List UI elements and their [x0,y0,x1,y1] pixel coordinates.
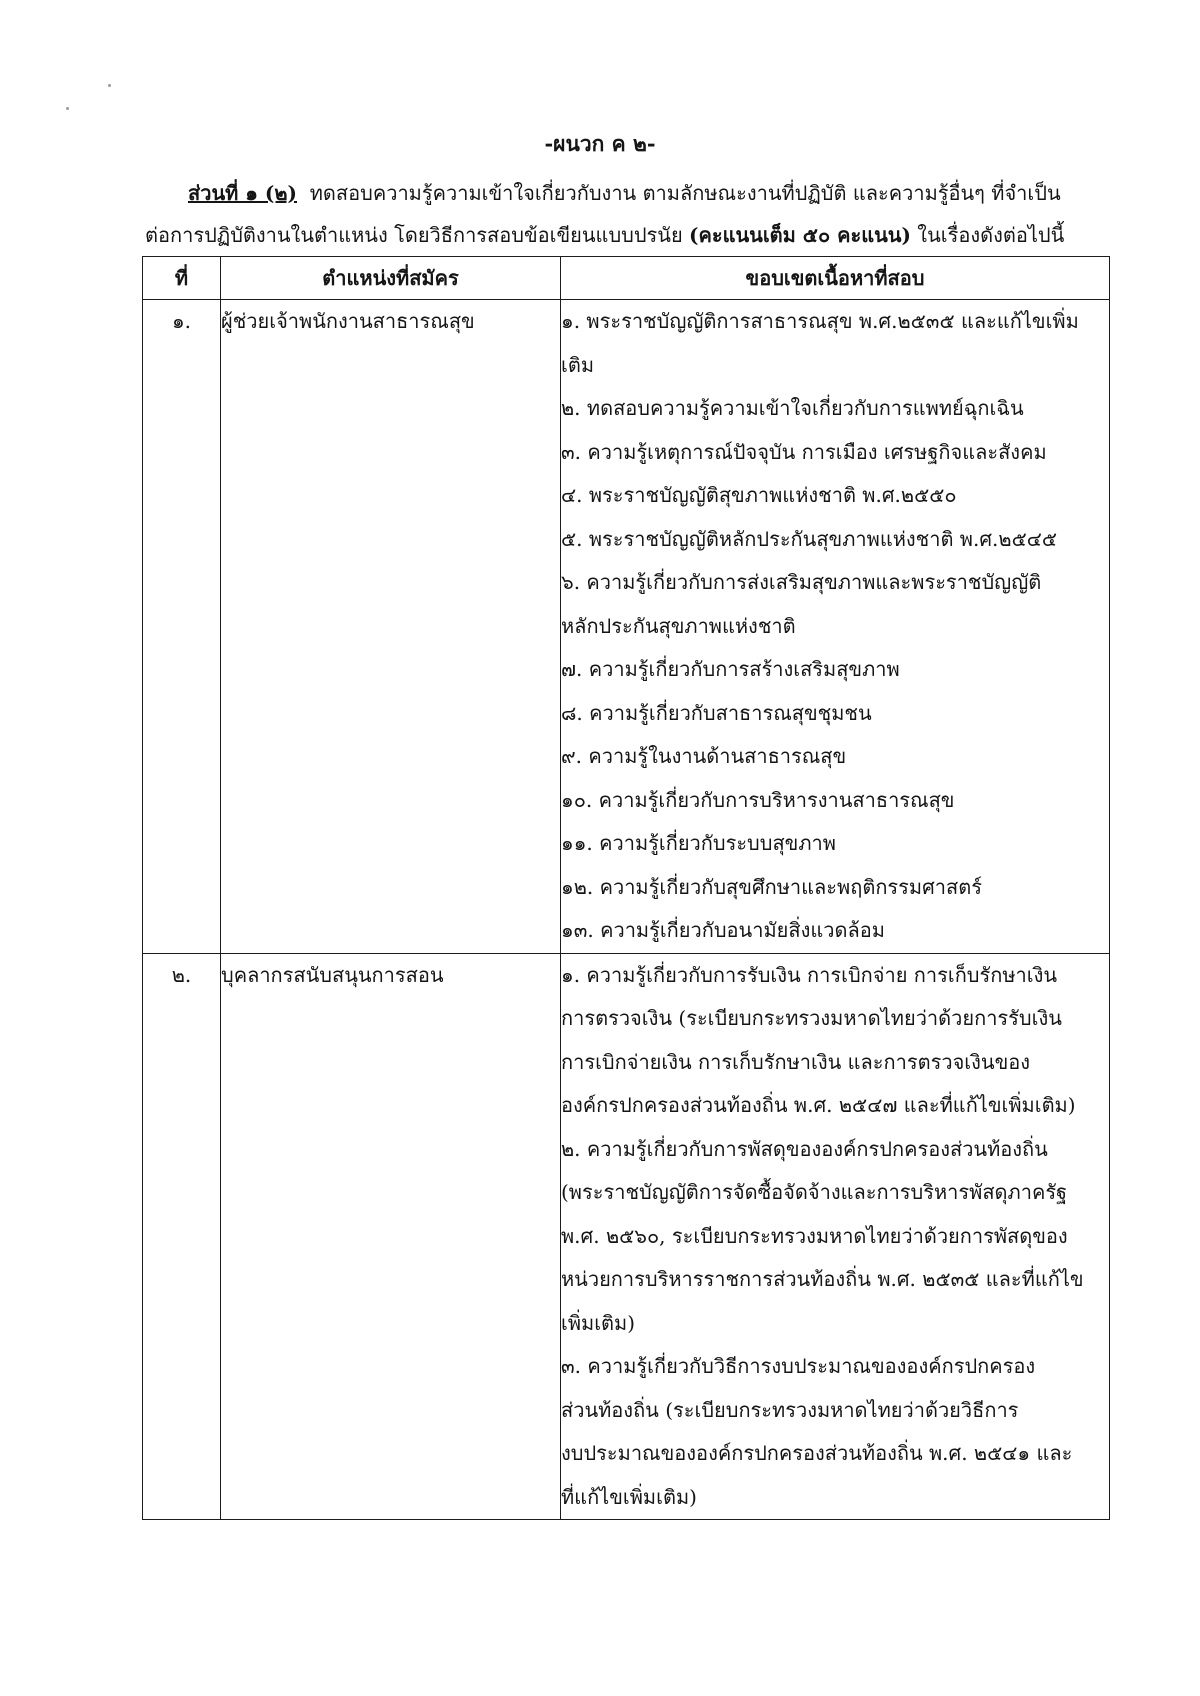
row-number: ๒. [143,953,221,1520]
column-header-number: ที่ [143,257,221,300]
exam-topic-line: (พระราชบัญญัติการจัดซื้อจัดจ้างและการบริหารพัสดุภาครัฐ [561,1180,1068,1204]
exam-topic-line: ๑๑. ความรู้เกี่ยวกับระบบสุขภาพ [561,831,836,855]
exam-topic-line: การตรวจเงิน (ระเบียบกระทรวงมหาดไทยว่าด้วยการรับเงิน [561,1006,1062,1030]
table-header-row [143,257,1110,300]
exam-topic-line: ๑๐. ความรู้เกี่ยวกับการบริหารงานสาธารณสุข [561,787,955,812]
exam-topic-line: ๑. ความรู้เกี่ยวกับการรับเงิน การเบิกจ่าย การเก็บรักษาเงิน [561,962,1058,987]
table-row [143,953,1110,1520]
exam-topic-line: ๑๒. ความรู้เกี่ยวกับสุขศึกษาและพฤติกรรมศาสตร์ [561,874,982,899]
exam-topic-line: ๙. ความรู้ในงานด้านสาธารณสุข [561,744,847,768]
exam-topics-cell [561,953,1110,1520]
scan-speck [66,107,69,110]
exam-topic-line: หน่วยการบริหารราชการส่วนท้องถิ่น พ.ศ. ๒๕๓๕ และที่แก้ไข [561,1267,1084,1291]
exam-topic-line: ๓. ความรู้เกี่ยวกับวิธีการงบประมาณขององค์กรปกครอง [561,1354,1036,1378]
exam-topic-line: งบประมาณขององค์กรปกครองส่วนท้องถิ่น พ.ศ. ๒๕๔๑ และ [561,1441,1073,1465]
exam-topic-line: พ.ศ. ๒๕๖๐, ระเบียบกระทรวงมหาดไทยว่าด้วยการพัสดุของ [561,1223,1068,1248]
full-score-text: (คะแนนเต็ม ๕๐ คะแนน) [689,223,911,247]
annex-heading: -ผนวก ค ๒- [544,131,656,156]
exam-topic-line: ที่แก้ไขเพิ่มเติม) [561,1484,697,1509]
intro-text: ในเรื่องดังต่อไปนี้ [917,223,1065,247]
exam-topic-line: การเบิกจ่ายเงิน การเก็บรักษาเงิน และการตรวจเงินของ [561,1049,1031,1074]
column-header-position: ตำแหน่งที่สมัคร [221,257,561,300]
exam-topic-line: ๒. ความรู้เกี่ยวกับการพัสดุขององค์กรปกครองส่วนท้องถิ่น [561,1136,1048,1161]
exam-topic-line: ๕. พระราชบัญญัติหลักประกันสุขภาพแห่งชาติ พ.ศ.๒๕๔๕ [561,526,1057,551]
intro-text: ต่อการปฏิบัติงานในตำแหน่ง โดยวิธีการสอบข้อเขียนแบบปรนัย [145,223,683,247]
scan-speck [108,84,111,87]
exam-topic-line: ๓. ความรู้เหตุการณ์ปัจจุบัน การเมือง เศรษฐกิจและสังคม [561,439,1047,464]
table-row [143,300,1110,954]
position-name: บุคลากรสนับสนุนการสอน [221,953,561,1520]
exam-topic-line: ๑. พระราชบัญญัติการสาธารณสุข พ.ศ.๒๕๓๕ และแก้ไขเพิ่มเติม [561,309,1079,377]
part-label: ส่วนที่ ๑ (๒) [188,181,298,205]
exam-topic-line: ๗. ความรู้เกี่ยวกับการสร้างเสริมสุขภาพ [561,657,900,681]
exam-topic-line: ๔. พระราชบัญญัติสุขภาพแห่งชาติ พ.ศ.๒๕๕๐ [561,483,957,507]
exam-topic-line: ๘. ความรู้เกี่ยวกับสาธารณสุขชุมชน [561,700,872,725]
position-name: ผู้ช่วยเจ้าพนักงานสาธารณสุข [221,300,561,954]
intro-paragraph-line-1 [145,172,1075,214]
exam-topics-cell [561,300,1110,954]
exam-topic-line: องค์กรปกครองส่วนท้องถิ่น พ.ศ. ๒๕๔๗ และที่แก้ไขเพิ่มเติม) [561,1093,1076,1117]
exam-topic-line: ส่วนท้องถิ่น (ระเบียบกระทรวงมหาดไทยว่าด้วยวิธีการ [561,1397,1019,1422]
exam-topic-line: ๒. ทดสอบความรู้ความเข้าใจเกี่ยวกับการแพทย์ฉุกเฉิน [561,396,1024,420]
row-number: ๑. [143,300,221,954]
intro-paragraph-line-2 [145,214,1075,256]
intro-text: ทดสอบความรู้ความเข้าใจเกี่ยวกับงาน ตามลักษณะงานที่ปฏิบัติ และความรู้อื่นๆ ที่จำเป็น [309,181,1061,205]
exam-topic-line: เพิ่มเติม) [561,1310,636,1335]
exam-topic-line: ๖. ความรู้เกี่ยวกับการส่งเสริมสุขภาพและพระราชบัญญัติ [561,570,1042,594]
exam-topic-line: ๑๓. ความรู้เกี่ยวกับอนามัยสิ่งแวดล้อม [561,918,885,942]
column-header-scope: ขอบเขตเนื้อหาที่สอบ [561,257,1110,300]
exam-scope-table [142,256,1110,1520]
exam-topic-line: หลักประกันสุขภาพแห่งชาติ [561,613,796,638]
